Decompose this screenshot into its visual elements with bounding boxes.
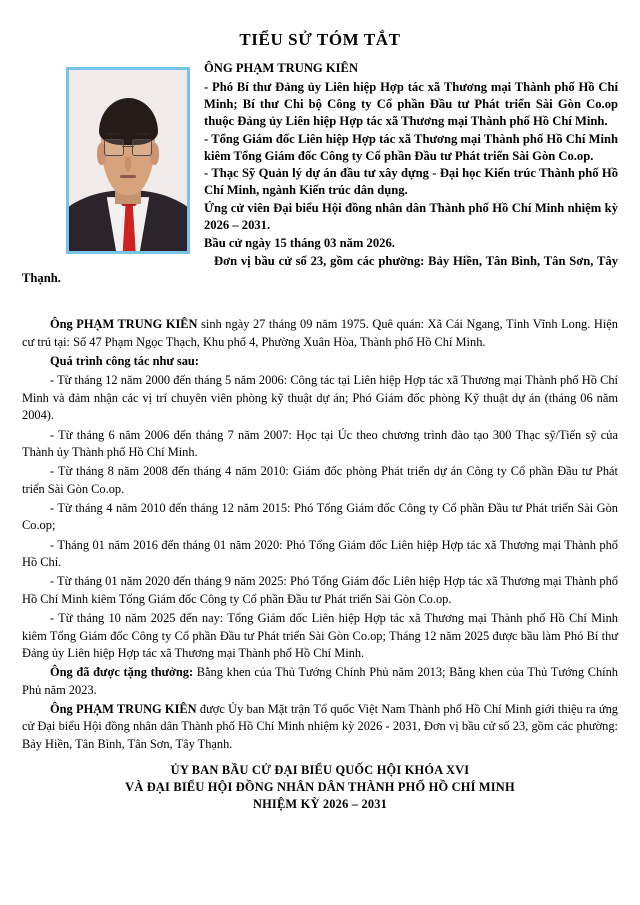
candidate-position-item-2: - Tổng Giám đốc Liên hiệp Hợp tác xã Thương mại Thành phố Hồ Chí Minh kiêm Tổng Giám đốc Công ty Cổ phần Đầu tư Phát triển Sài Gòn Co.op. bbox=[204, 131, 618, 163]
career-item: - Từ tháng 4 năm 2010 đến tháng 12 năm 2015: Phó Tổng Giám đốc Công ty Cổ phần Đầu tư Phát triển Sài Gòn Co.op; bbox=[22, 500, 618, 533]
portrait-nose bbox=[125, 157, 131, 171]
issuing-authority-footer bbox=[22, 762, 618, 813]
candidate-header bbox=[22, 60, 618, 310]
biography-details: sinh ngày 27 tháng 09 năm 1975. Quê quán: Xã Cái Ngang, Tỉnh Vĩnh Long. Hiện cư trú tại: Số 47 Phạm Ngọc Thạch, Khu phố 4, Phường Xuân Hòa, Thành phố Hồ Chí Minh. bbox=[22, 317, 618, 349]
portrait-illustration bbox=[69, 70, 187, 251]
election-date: Bầu cử ngày 15 tháng 03 năm 2026. bbox=[204, 235, 395, 250]
portrait-ear-right bbox=[150, 143, 158, 165]
biography-paragraph bbox=[22, 316, 618, 351]
candidate-position-item-1: - Phó Bí thư Đảng ủy Liên hiệp Hợp tác xã Thương mại Thành phố Hồ Chí Minh; Bí thư Chi bộ Công ty Cổ phần Đầu tư Phát triển Sài Gòn Co.op thuộc Đảng ủy Liên hiệp Hợp tác xã Thương mại Thành phố Hồ Chí Minh. bbox=[204, 80, 618, 128]
biography-body bbox=[22, 310, 618, 753]
nomination-details: được Ủy ban Mặt trận Tổ quốc Việt Nam Thành phố Hồ Chí Minh giới thiệu ra ứng cử Đại biểu Hội đồng nhân dân Thành phố Hồ Chí Minh nhiệm kỳ 2026 - 2031, Đơn vị bầu cử số 23, gồm các phường: Bảy Hiền, Tân Bình, Tân Sơn, Tây Thạnh. bbox=[22, 701, 618, 751]
awards-paragraph bbox=[22, 664, 618, 699]
portrait-eyebrow-right bbox=[135, 133, 150, 135]
candidacy-statement: Ứng cử viên Đại biểu Hội đồng nhân dân Thành phố Hồ Chí Minh nhiệm kỳ 2026 – 2031. bbox=[204, 201, 618, 232]
portrait-eyebrow-left bbox=[106, 133, 121, 135]
footer-line-1: ỦY BAN BẦU CỬ ĐẠI BIỂU QUỐC HỘI KHÓA XVI bbox=[170, 763, 470, 778]
career-item: - Từ tháng 6 năm 2006 đến tháng 7 năm 2007: Học tại Úc theo chương trình đào tạo 300 Thạc sỹ/Tiến sỹ của Thành ủy Thành phố Hồ Chí Minh. bbox=[22, 427, 618, 459]
footer-line-2: VÀ ĐẠI BIỂU HỘI ĐỒNG NHÂN DÂN THÀNH PHỐ HỒ CHÍ MINH bbox=[125, 780, 515, 795]
career-item: - Từ tháng 10 năm 2025 đến nay: Tổng Giám đốc Liên hiệp Hợp tác xã Thương mại Thành phố Hồ Chí Minh kiêm Tổng Giám đốc Công ty Cổ phần Đầu tư Phát triển Sài Gòn Co.op; Tháng 12 năm 2025 được bầu làm Phó Bí thư Đảng ủy Liên hiệp Hợp tác xã Thương mại Thành phố Hồ Chí Minh. bbox=[22, 611, 618, 660]
nomination-name-lead: Ông PHẠM TRUNG KIÊN bbox=[50, 701, 197, 716]
portrait-glasses-right bbox=[132, 139, 152, 155]
footer-line-3: NHIỆM KỲ 2026 – 2031 bbox=[252, 797, 388, 812]
portrait-hair bbox=[99, 98, 158, 145]
career-item: - Từ tháng 8 năm 2008 đến tháng 4 năm 2010: Giám đốc phòng Phát triển dự án Công ty Cổ phần Đầu tư Phát triển Sài Gòn Co.op. bbox=[22, 464, 618, 496]
career-heading: Quá trình công tác như sau: bbox=[50, 354, 199, 369]
portrait-glasses-bridge bbox=[122, 146, 134, 147]
candidate-photo bbox=[66, 67, 190, 254]
career-item: - Từ tháng 12 năm 2000 đến tháng 5 năm 2006: Công tác tại Liên hiệp Hợp tác xã Thương mại Thành phố Hồ Chí Minh và đảm nhận các vị trí chuyên viên phòng kỹ thuật dự án; Phó Giám đốc phòng Kỹ thuật dự án (tháng 06 năm 2004). bbox=[22, 373, 618, 423]
portrait-glasses-left bbox=[104, 139, 124, 155]
candidate-name-heading: ÔNG PHẠM TRUNG KIÊN bbox=[204, 61, 359, 76]
candidate-position-item-3: - Thạc Sỹ Quản lý dự án đầu tư xây dựng - Đại học Kiến trúc Thành phố Hồ Chí Minh, ngành Kiến trúc dân dụng. bbox=[204, 166, 618, 198]
career-item: - Từ tháng 01 năm 2020 đến tháng 9 năm 2025: Phó Tổng Giám đốc Liên hiệp Hợp tác xã Thương mại Thành phố Hồ Chí Minh kiêm Tổng Giám đốc Công ty Cổ phần Đầu tư Phát triển Sài Gòn Co.op. bbox=[22, 574, 618, 606]
constituency-info: Đơn vị bầu cử số 23, gồm các phường: Bảy Hiền, Tân Bình, Tân Sơn, Tây Thạnh. bbox=[22, 253, 618, 285]
awards-details: Bằng khen của Thủ Tướng Chính Phủ năm 2013; Bằng khen của Thủ Tướng Chính Phủ năm 2023. bbox=[22, 665, 618, 697]
career-item: - Tháng 01 năm 2016 đến tháng 01 năm 2020: Phó Tổng Giám đốc Liên hiệp Hợp tác xã Thương mại Thành phố Hồ Chí. bbox=[22, 537, 618, 570]
nomination-paragraph bbox=[22, 701, 618, 753]
page-title: TIỂU SỬ TÓM TẮT bbox=[239, 30, 401, 49]
awards-lead: Ông đã được tặng thưởng: bbox=[50, 665, 194, 680]
portrait-mouth bbox=[120, 175, 137, 177]
biography-name-lead: Ông PHẠM TRUNG KIÊN bbox=[50, 317, 198, 332]
